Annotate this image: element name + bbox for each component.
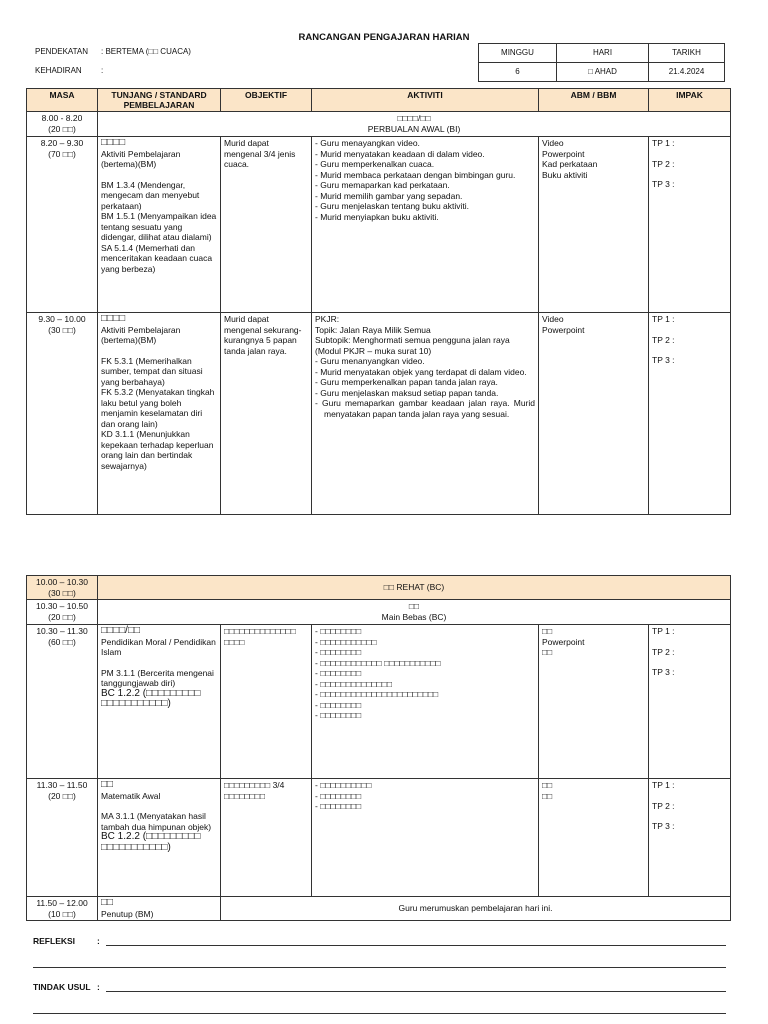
- activity-list: [315, 626, 535, 721]
- activity-item: - Guru memperkenalkan papan tanda jalan raya.: [315, 377, 535, 388]
- row-duration: (20 □□): [48, 611, 76, 622]
- refleksi-line-2: [33, 967, 726, 968]
- row-duration: (20 □□): [48, 790, 76, 801]
- row-time: 9.30 – 10.00: [38, 314, 86, 324]
- subject-code: □□□□: [101, 137, 126, 148]
- objektif-cell: Murid dapat mengenal 3/4 jenis cuaca.: [221, 137, 312, 313]
- objektif-cell: □□□□□□□□□□□□□□ □□□□: [221, 625, 312, 779]
- subject-name: Aktiviti Pembelajaran (bertema)(BM): [101, 148, 181, 169]
- activity-item: - Murid membaca perkataan dengan bimbingan guru.: [315, 170, 535, 181]
- subject-name: Penutup (BM): [101, 908, 154, 919]
- header-tunjang: TUNJANG / STANDARD PEMBELAJARAN: [98, 89, 221, 112]
- subject-name: Aktiviti Pembelajaran (bertema)(BM): [101, 324, 181, 345]
- abm-item: Powerpoint: [542, 324, 585, 335]
- tindak-usul-label: TINDAK USUL: [33, 982, 91, 992]
- abm-item: □□: [542, 626, 553, 636]
- activity-item: - Guru menayangkan video.: [315, 138, 535, 149]
- row-duration: (20 □□): [48, 123, 76, 134]
- abm-item: Video: [542, 314, 564, 324]
- standard-item: FK 5.3.2 (Menyatakan tingkah laku betul yang boleh menjamin keselamatan diri dan orang lain): [101, 387, 215, 429]
- subject-name: Pendidikan Moral / Pendidikan Islam: [101, 636, 216, 657]
- closing-activity: Guru merumuskan pembelajaran hari ini.: [221, 897, 731, 921]
- abm-cell: [539, 137, 649, 313]
- tarikh-label: TARIKH: [649, 44, 725, 63]
- row-subtitle: PERBUALAN AWAL (BI): [367, 123, 461, 134]
- tarikh-value: 21.4.2024: [649, 63, 725, 82]
- activity-item: - □□□□□□□□: [315, 668, 535, 679]
- row-time: 11.50 – 12.00: [36, 898, 88, 908]
- tp3-label: TP 3 :: [652, 179, 675, 189]
- tp2-label: TP 2 :: [652, 158, 675, 169]
- activity-list: [315, 138, 535, 222]
- objektif-cell: Murid dapat mengenal sekurang-kurangnya 5 papan tanda jalan raya.: [221, 313, 312, 515]
- activity-item: - Murid menyatakan objek yang terdapat di dalam video.: [315, 367, 535, 378]
- lesson-table-2: [26, 575, 731, 921]
- activity-item: - Murid memilih gambar yang sepadan.: [315, 191, 535, 202]
- lesson-table: [26, 88, 731, 515]
- page-title: RANCANGAN PENGAJARAN HARIAN: [298, 32, 470, 43]
- abm-item: Kad perkataan: [542, 159, 598, 169]
- abm-item: □□: [542, 780, 553, 790]
- activity-item: - □□□□□□□□: [315, 801, 535, 812]
- tindak-usul-colon: :: [97, 982, 100, 992]
- row-title: □□: [408, 601, 420, 611]
- standard-item: BM 1.3.4 (Mendengar, mengecam dan menyebut perkataan): [101, 179, 200, 211]
- activity-item: - Guru menjelaskan tentang buku aktiviti.: [315, 201, 535, 212]
- meta-table: [478, 43, 725, 82]
- row-duration: (30 □□): [48, 324, 76, 335]
- abm-item: □□: [542, 647, 553, 657]
- row-duration: (70 □□): [48, 148, 76, 159]
- row-time: 10.30 – 11.30: [36, 626, 88, 636]
- table-row: [27, 576, 731, 600]
- activity-item: - □□□□□□□□: [315, 791, 535, 802]
- abm-cell: [539, 313, 649, 515]
- pkjr-topic: Topik: Jalan Raya Milik Semua: [315, 324, 431, 335]
- activity-item: - Guru memaparkan gambar keadaan jalan raya. Murid menyatakan papan tanda jalan raya yang sesuai.: [315, 398, 535, 419]
- activity-item: - Guru memaparkan kad perkataan.: [315, 180, 535, 191]
- rest-label: □□ REHAT (BC): [98, 576, 731, 600]
- header-impak: IMPAK: [649, 89, 731, 112]
- abm-cell: [539, 779, 649, 897]
- header-masa: MASA: [27, 89, 98, 112]
- abm-item: □□: [542, 790, 553, 801]
- activity-item: - □□□□□□□□□□□□ □□□□□□□□□□□: [315, 658, 535, 669]
- tp2-label: TP 2 :: [652, 646, 675, 657]
- tp1-label: TP 1 :: [652, 314, 675, 324]
- table-row: [27, 137, 731, 313]
- standard-item: BC 1.2.2 (□□□□□□□□□ □□□□□□□□□□□): [101, 687, 201, 709]
- hari-value: □ AHAD: [557, 63, 649, 82]
- tp3-label: TP 3 :: [652, 355, 675, 365]
- table-row: [27, 600, 731, 625]
- activity-item: - Guru memperkenalkan cuaca.: [315, 159, 535, 170]
- row-time: 8.00 - 8.20: [41, 113, 83, 123]
- subject-code: □□: [101, 779, 114, 790]
- row-time: 10.00 – 10.30: [36, 577, 88, 587]
- table-row: [27, 313, 731, 515]
- tp1-label: TP 1 :: [652, 138, 675, 148]
- refleksi-colon: :: [97, 936, 100, 946]
- table-row: [27, 112, 731, 137]
- refleksi-label: REFLEKSI: [33, 936, 76, 946]
- subject-code: □□: [101, 897, 114, 908]
- activity-item: - Murid menyatakan keadaan di dalam video.: [315, 149, 535, 160]
- kehadiran-value: :: [101, 66, 104, 75]
- subject-code: □□□□/□□: [101, 625, 141, 636]
- activity-list: [315, 356, 535, 419]
- subject-name: Matematik Awal: [101, 790, 161, 801]
- standard-item: MA 3.1.1 (Menyatakan hasil tambah dua himpunan objek): [101, 811, 212, 832]
- activity-item: - Guru menjelaskan maksud setiap papan tanda.: [315, 388, 535, 399]
- kehadiran-label: KEHADIRAN: [35, 66, 82, 75]
- activity-item: - □□□□□□□□□□: [315, 780, 535, 791]
- standard-item: KD 3.1.1 (Menunjukkan kepekaan terhadap keperluan orang lain dan bertindak sewajarnya): [101, 429, 214, 471]
- standard-item: SA 5.1.4 (Memerhati dan menceritakan keadaan cuaca yang berbeza): [101, 242, 213, 274]
- tp3-label: TP 3 :: [652, 821, 675, 831]
- activity-item: - Guru menanyangkan video.: [315, 356, 535, 367]
- abm-item: Buku aktiviti: [542, 169, 588, 180]
- row-time: 10.30 – 10.50: [36, 601, 88, 611]
- minggu-value: 6: [479, 63, 557, 82]
- abm-item: Powerpoint: [542, 148, 585, 159]
- row-duration: (30 □□): [48, 587, 76, 598]
- pkjr-label: PKJR:: [315, 314, 340, 324]
- header-aktiviti: AKTIVITI: [312, 89, 539, 112]
- tp1-label: TP 1 :: [652, 780, 675, 790]
- minggu-label: MINGGU: [479, 44, 557, 63]
- tindak-usul-line-2: [33, 1013, 726, 1014]
- abm-item: Video: [542, 138, 564, 148]
- standard-item: FK 5.3.1 (Memerihalkan sumber, tempat dan situasi yang berbahaya): [101, 355, 203, 387]
- header-abm: ABM / BBM: [539, 89, 649, 112]
- tp1-label: TP 1 :: [652, 626, 675, 636]
- row-duration: (10 □□): [48, 908, 76, 919]
- table-row: [27, 625, 731, 779]
- tp2-label: TP 2 :: [652, 800, 675, 811]
- activity-item: - □□□□□□□□: [315, 647, 535, 658]
- pkjr-subtopic: Subtopik: Menghormati semua pengguna jalan raya (Modul PKJR – muka surat 10): [315, 335, 510, 356]
- pendekatan-value: : BERTEMA (□□ CUACA): [101, 47, 191, 56]
- standard-item: BM 1.5.1 (Menyampaikan idea tentang sesuatu yang didengar, dilihat atau dialami): [101, 211, 217, 242]
- table-row: [27, 779, 731, 897]
- pendekatan-label: PENDEKATAN: [35, 47, 89, 56]
- standard-item: PM 3.1.1 (Bercerita mengenai tanggungjawab diri): [101, 667, 214, 688]
- tindak-usul-line: [106, 991, 726, 992]
- row-time: 8.20 – 9.30: [40, 138, 84, 148]
- activity-item: - □□□□□□□□□□□□□□□□□□□□□□□: [315, 689, 535, 700]
- activity-list: [315, 780, 535, 812]
- activity-item: - □□□□□□□□: [315, 626, 535, 637]
- row-subtitle: Main Bebas (BC): [381, 611, 447, 622]
- row-duration: (60 □□): [48, 636, 76, 647]
- row-time: 11.30 – 11.50: [36, 780, 88, 790]
- activity-item: - □□□□□□□□□□□□□□: [315, 679, 535, 690]
- hari-label: HARI: [557, 44, 649, 63]
- refleksi-line: [106, 945, 726, 946]
- objektif-cell: □□□□□□□□□ 3/4 □□□□□□□□: [221, 779, 312, 897]
- abm-item: Powerpoint: [542, 636, 585, 647]
- activity-item: - □□□□□□□□: [315, 710, 535, 721]
- abm-cell: [539, 625, 649, 779]
- activity-item: - □□□□□□□□□□□: [315, 637, 535, 648]
- row-title: □□□□/□□: [397, 113, 431, 123]
- table-row: [27, 897, 731, 921]
- activity-item: - □□□□□□□□: [315, 700, 535, 711]
- subject-code: □□□□: [101, 313, 126, 324]
- tp2-label: TP 2 :: [652, 334, 675, 345]
- header-objektif: OBJEKTIF: [221, 89, 312, 112]
- activity-item: - Murid menyiapkan buku aktiviti.: [315, 212, 535, 223]
- tp3-label: TP 3 :: [652, 667, 675, 677]
- standard-item: BC 1.2.2 (□□□□□□□□□ □□□□□□□□□□□): [101, 831, 201, 853]
